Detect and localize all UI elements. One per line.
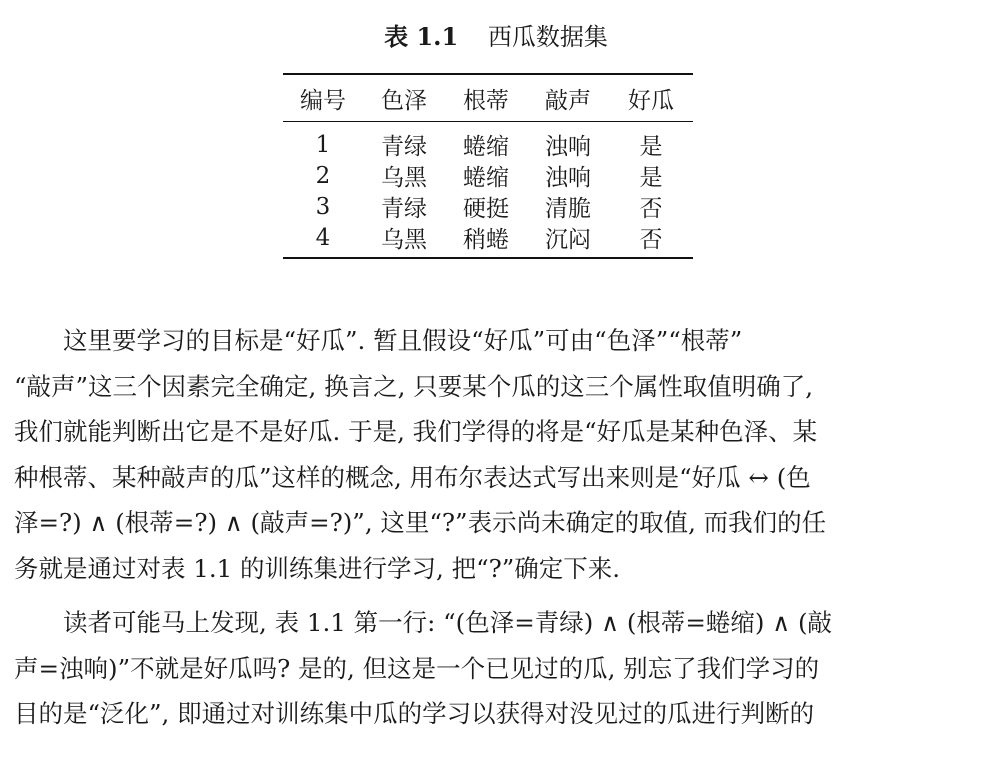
table-row <box>283 129 693 160</box>
cell-sound: 浊响 <box>545 134 591 160</box>
paragraph-line: 这里要学习的目标是“好瓜”. 暂且假设“好瓜”可由“色泽”“根蒂” <box>14 326 743 355</box>
table-caption <box>0 20 992 54</box>
cell-root: 硬挺 <box>463 196 509 222</box>
paragraph-generalization <box>14 600 966 737</box>
cell-sound: 清脆 <box>545 196 591 222</box>
cell-id: 4 <box>315 224 331 251</box>
table-caption-label: 表 1.1 <box>384 22 459 51</box>
table-row <box>283 160 693 191</box>
cell-color: 乌黑 <box>381 165 427 191</box>
header-sound: 敲声 <box>545 87 591 114</box>
paragraph-learning-goal <box>14 318 966 591</box>
cell-sound: 沉闷 <box>545 227 591 253</box>
cell-good-melon: 否 <box>639 196 663 222</box>
paragraph-line: 种根蒂、某种敲声的瓜”这样的概念, 用布尔表达式写出来则是“好瓜 ↔ (色 <box>14 462 811 492</box>
cell-color: 青绿 <box>381 134 427 160</box>
paragraph-line: “敲声”这三个因素完全确定, 换言之, 只要某个瓜的这三个属性取值明确了, <box>14 371 813 401</box>
cell-good-melon: 是 <box>639 165 663 191</box>
cell-good-melon: 否 <box>639 227 663 253</box>
cell-sound: 浊响 <box>545 165 591 191</box>
table-body <box>283 122 693 257</box>
cell-id: 3 <box>315 193 331 220</box>
paragraph-line: 声=浊响)”不就是好瓜吗? 是的, 但这是一个已见过的瓜, 别忘了我们学习的 <box>14 653 820 683</box>
paragraph-line: 务就是通过对表 1.1 的训练集进行学习, 把“?”确定下来. <box>14 553 621 583</box>
cell-root: 蜷缩 <box>463 134 509 160</box>
cell-id: 1 <box>315 131 331 158</box>
table-caption-title: 西瓜数据集 <box>487 23 608 51</box>
header-root: 根蒂 <box>463 87 509 114</box>
paragraph-line: 读者可能马上发现, 表 1.1 第一行: “(色泽=青绿) ∧ (根蒂=蜷缩) ∧ (敲 <box>14 608 833 637</box>
header-color: 色泽 <box>381 87 427 114</box>
cell-root: 蜷缩 <box>463 165 509 191</box>
table-row <box>283 222 693 253</box>
cell-good-melon: 是 <box>639 134 663 160</box>
cell-color: 乌黑 <box>381 227 427 253</box>
cell-id: 2 <box>315 162 331 189</box>
header-good-melon: 好瓜 <box>628 87 674 114</box>
paragraph-line: 泽=?) ∧ (根蒂=?) ∧ (敲声=?)”, 这里“?”表示尚未确定的取值, 而我们的任 <box>14 508 827 537</box>
paragraph-line: 我们就能判断出它是不是好瓜. 于是, 我们学得的将是“好瓜是某种色泽、某 <box>14 417 818 446</box>
header-id: 编号 <box>300 87 346 114</box>
cell-color: 青绿 <box>381 196 427 222</box>
table-header-row <box>283 75 693 121</box>
cell-root: 稍蜷 <box>463 227 509 253</box>
table-row <box>283 191 693 222</box>
table-bottom-rule <box>283 257 693 259</box>
watermelon-dataset-table <box>283 73 693 259</box>
paragraph-line: 目的是“泛化”, 即通过对训练集中瓜的学习以获得对没见过的瓜进行判断的 <box>14 699 815 728</box>
